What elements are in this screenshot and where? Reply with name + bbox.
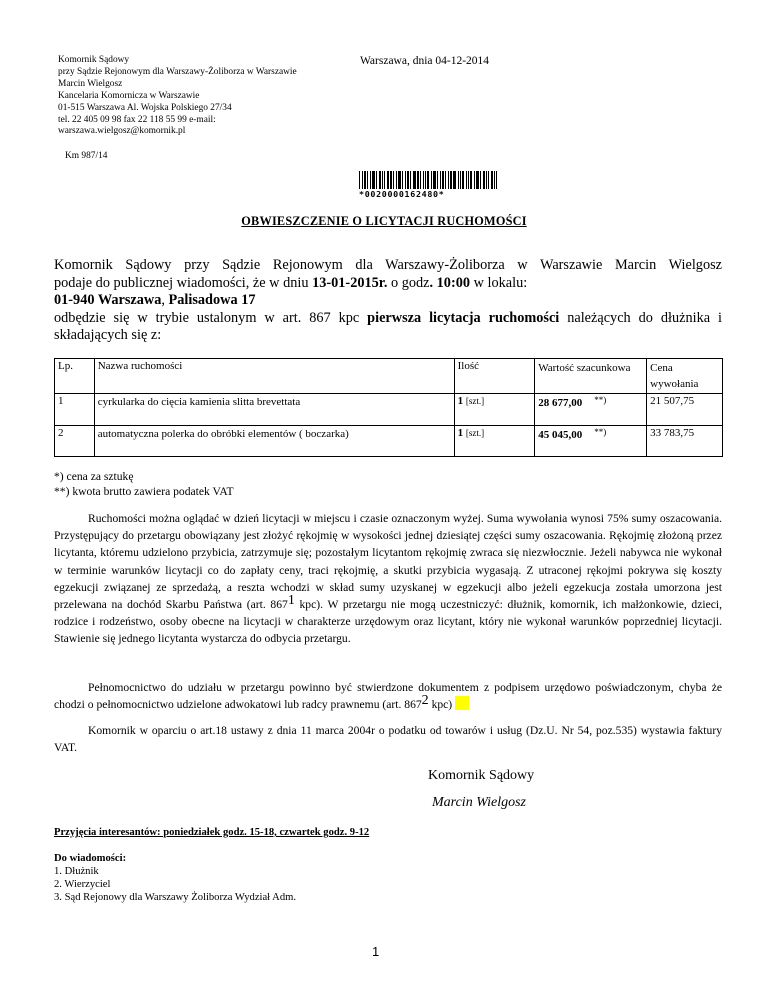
page-number: 1	[372, 944, 380, 959]
qty-value: 1	[457, 427, 464, 439]
row-price: 33 783,75	[647, 426, 723, 457]
issuer-block	[58, 55, 297, 138]
barcode-bar	[417, 171, 419, 189]
cc-item: 3. Sąd Rejonowy dla Warszawy Żoliborza Wydział Adm.	[54, 891, 297, 903]
intro-line-4	[54, 310, 722, 328]
row-lp: 2	[55, 426, 95, 457]
table-row	[55, 394, 723, 426]
highlight-mark	[455, 696, 469, 710]
address-street: Palisadowa 17	[168, 292, 256, 309]
document-title: OBWIESZCZENIE O LICYTACJI RUCHOMOŚCI	[241, 214, 527, 228]
cc-item: 1. Dłużnik	[54, 865, 99, 877]
barcode-bar	[372, 171, 375, 189]
barcode-bar	[402, 171, 403, 189]
barcode-bar	[480, 171, 481, 189]
signature-name: Marcin Wielgosz	[432, 795, 526, 810]
barcode-bar	[450, 171, 452, 189]
intro-line-1: Komornik Sądowy przy Sądzie Rejonowym dla Warszawy-Żoliborza w Warszawie Marcin Wielgosz	[54, 257, 722, 273]
issuer-line: tel. 22 405 09 98 fax 22 118 55 99 e-mail:	[58, 114, 216, 125]
vat-paragraph	[54, 722, 722, 756]
barcode-bar	[384, 171, 385, 189]
auction-time: 10:00	[433, 274, 471, 291]
superscript: 2	[421, 693, 429, 709]
barcode-bar	[442, 171, 444, 189]
row-qty	[454, 394, 535, 426]
case-number: Km 987/14	[65, 151, 108, 161]
auction-address	[54, 292, 722, 310]
header-name: Nazwa ruchomości	[94, 359, 454, 394]
auction-date: 13-01-2015r.	[312, 274, 388, 291]
barcode-bar	[474, 171, 475, 189]
issuer-line: Marcin Wielgosz	[58, 78, 123, 89]
cc-label: Do wiadomości:	[54, 853, 127, 864]
issuer-line: Kancelaria Komornicza w Warszawie	[58, 90, 200, 101]
power-of-attorney-paragraph	[54, 679, 722, 713]
barcode-bar	[440, 171, 441, 189]
value-amount: 28 677,00	[538, 397, 583, 409]
intro-line-5: składających się z:	[54, 327, 162, 344]
barcode-bar	[433, 171, 436, 189]
intro-line-2	[54, 275, 722, 293]
barcode-bar	[405, 171, 406, 189]
barcode-bar	[410, 171, 411, 189]
qty-unit: [szt.]	[465, 428, 485, 438]
barcode-bar	[362, 171, 363, 189]
header-price: Cena wywołania	[647, 359, 723, 394]
intro-text: podaje do publicznej wiadomości, że w dniu	[54, 274, 313, 291]
header-lp: Lp.	[55, 359, 95, 394]
barcode-bar	[423, 171, 424, 189]
items-table	[54, 358, 723, 457]
barcode-bar	[396, 171, 397, 189]
intro-text: należących do dłużnika i	[559, 309, 722, 326]
barcode-bar	[468, 171, 469, 189]
barcode-bar	[367, 171, 368, 189]
value-mark: **)	[594, 395, 607, 405]
barcode-bars	[359, 171, 501, 189]
barcode-bar	[382, 171, 383, 189]
barcode-bar	[407, 171, 409, 189]
value-mark: **)	[594, 427, 607, 437]
issuer-line: 01-515 Warszawa Al. Wojska Polskiego 27/34	[58, 102, 232, 113]
row-value	[535, 426, 647, 457]
row-qty	[454, 426, 535, 457]
barcode-bar	[420, 171, 421, 189]
row-name: automatyczna polerka do obróbki elementów ( boczarka)	[94, 426, 454, 457]
barcode-bar	[453, 171, 456, 189]
office-hours: Przyjęcia interesantów: poniedziałek godz. 15-18, czwartek godz. 9-12	[54, 827, 370, 838]
issuer-line: Komornik Sądowy	[58, 55, 130, 65]
auction-rules-paragraph	[54, 510, 722, 648]
barcode-bar	[398, 171, 401, 189]
barcode-bar	[483, 171, 485, 189]
barcode-bar	[437, 171, 438, 189]
row-lp: 1	[55, 394, 95, 426]
intro-text: o godz	[387, 274, 430, 291]
barcode-bar	[425, 171, 426, 189]
header-qty: Ilość	[454, 359, 535, 394]
table-row	[55, 426, 723, 457]
qty-value: 1	[457, 395, 464, 407]
barcode-bar	[491, 171, 493, 189]
header-value: Wartość szacunkowa	[535, 359, 647, 394]
barcode-bar	[496, 171, 497, 189]
barcode-bar	[466, 171, 467, 189]
place-date: Warszawa, dnia 04-12-2014	[360, 55, 490, 67]
rules-text-a: Ruchomości można oglądać w dzień licytacji w miejscu i czasie oznaczonym wyżej. Suma wywołania wynosi 75% sumy oszacowania. Przystępujący do przetargu obowiązany jest złożyć rękojmię w wysokości jednej dziesiątej części sumy oszacowania. Rękojmię złożoną przez licytanta, któremu udzielono przybicia, zatrzymuje się; pozostałym licytantom rękojmię zwraca się niezwłocznie. Jeżeli nabywca nie wykonał w terminie warunków licytacji co do zapłaty ceny, traci rękojmię, a skutki przybicia wygasają. Z utraconej rękojmi pokrywa się koszty egzekucji związanej ze sprzedażą, a reszta wchodzi w skład sumy uzyskanej w egzekucji albo jeżeli egzekucja została umorzona jest przelewana na dochód Skarbu Państwa (art. 867	[54, 512, 722, 612]
footnotes	[54, 470, 234, 500]
barcode-bar	[379, 171, 381, 189]
poa-text-b: kpc)	[428, 698, 453, 712]
intro-text: w lokalu:	[470, 274, 528, 291]
barcode-bar	[376, 171, 377, 189]
intro-paragraph	[54, 257, 722, 345]
intro-text: odbędzie się w trybie ustalonym w art. 867 kpc	[54, 309, 368, 326]
barcode-bar	[413, 171, 416, 189]
row-value	[535, 394, 647, 426]
intro-dot: .	[429, 274, 434, 291]
address-separator: ,	[161, 292, 169, 309]
issuer-email: warszawa.wielgosz@komornik.pl	[58, 126, 186, 137]
footnote: **) kwota brutto zawiera podatek VAT	[54, 484, 234, 498]
poa-text-a: Pełnomocnictwo do udziału w przetargu powinno być stwierdzone dokumentem z podpisem urzędowo poświadczonym, chyba że chodzi o pełnomocnictwo udzielone adwokatowi lub radcy prawnemu (art. 867	[54, 681, 722, 712]
rules-text-b: kpc). W przetargu nie mogą uczestniczyć: dłużnik, komornik, ich małżonkowie, dzieci, rodzice i rodzeństwo, osoby obecne na licytacji w charakterze urzędowym oraz licytant, który nie wykonał warunków poprzedniej licytacji. Stawienie się jednego licytanta wystarcza do odbycia przetargu.	[54, 598, 722, 646]
qty-unit: [szt.]	[465, 396, 485, 406]
barcode-bar	[476, 171, 479, 189]
row-name: cyrkularka do cięcia kamienia slitta brevettata	[94, 394, 454, 426]
barcode-bar	[470, 171, 472, 189]
barcode-bar	[427, 171, 429, 189]
footnote: *) cena za sztukę	[54, 470, 134, 483]
barcode-bar	[462, 171, 464, 189]
auction-rules-text	[54, 510, 722, 648]
barcode-bar	[393, 171, 394, 189]
signature-role: Komornik Sądowy	[428, 768, 535, 783]
barcode-bar	[364, 171, 366, 189]
table-header-row	[55, 359, 723, 394]
barcode-bar	[460, 171, 461, 189]
barcode-bar	[359, 171, 360, 189]
barcode-bar	[370, 171, 371, 189]
barcode-bar	[458, 171, 459, 189]
cc-list	[54, 853, 296, 905]
barcode-bar	[387, 171, 389, 189]
superscript: 1	[287, 593, 295, 609]
barcode	[359, 171, 501, 199]
barcode-text: *0020000162480*	[359, 189, 445, 199]
issuer-line: przy Sądzie Rejonowym dla Warszawy-Żoliborza w Warszawie	[58, 66, 297, 77]
address-city: 01-940 Warszawa	[54, 292, 162, 309]
cc-item: 2. Wierzyciel	[54, 878, 111, 890]
barcode-bar	[448, 171, 449, 189]
barcode-bar	[445, 171, 446, 189]
barcode-bar	[390, 171, 392, 189]
barcode-bar	[488, 171, 489, 189]
vat-text: Komornik w oparciu o art.18 ustawy z dnia 11 marca 2004r o podatku od towarów i usług (Dz.U. Nr 54, poz.535) wystawia faktury VAT.	[54, 724, 722, 755]
value-amount: 45 045,00	[538, 429, 583, 441]
auction-type: pierwsza licytacja ruchomości	[367, 309, 560, 326]
power-of-attorney-text	[54, 679, 722, 713]
barcode-bar	[494, 171, 495, 189]
barcode-bar	[486, 171, 487, 189]
row-price: 21 507,75	[647, 394, 723, 426]
barcode-bar	[431, 171, 432, 189]
